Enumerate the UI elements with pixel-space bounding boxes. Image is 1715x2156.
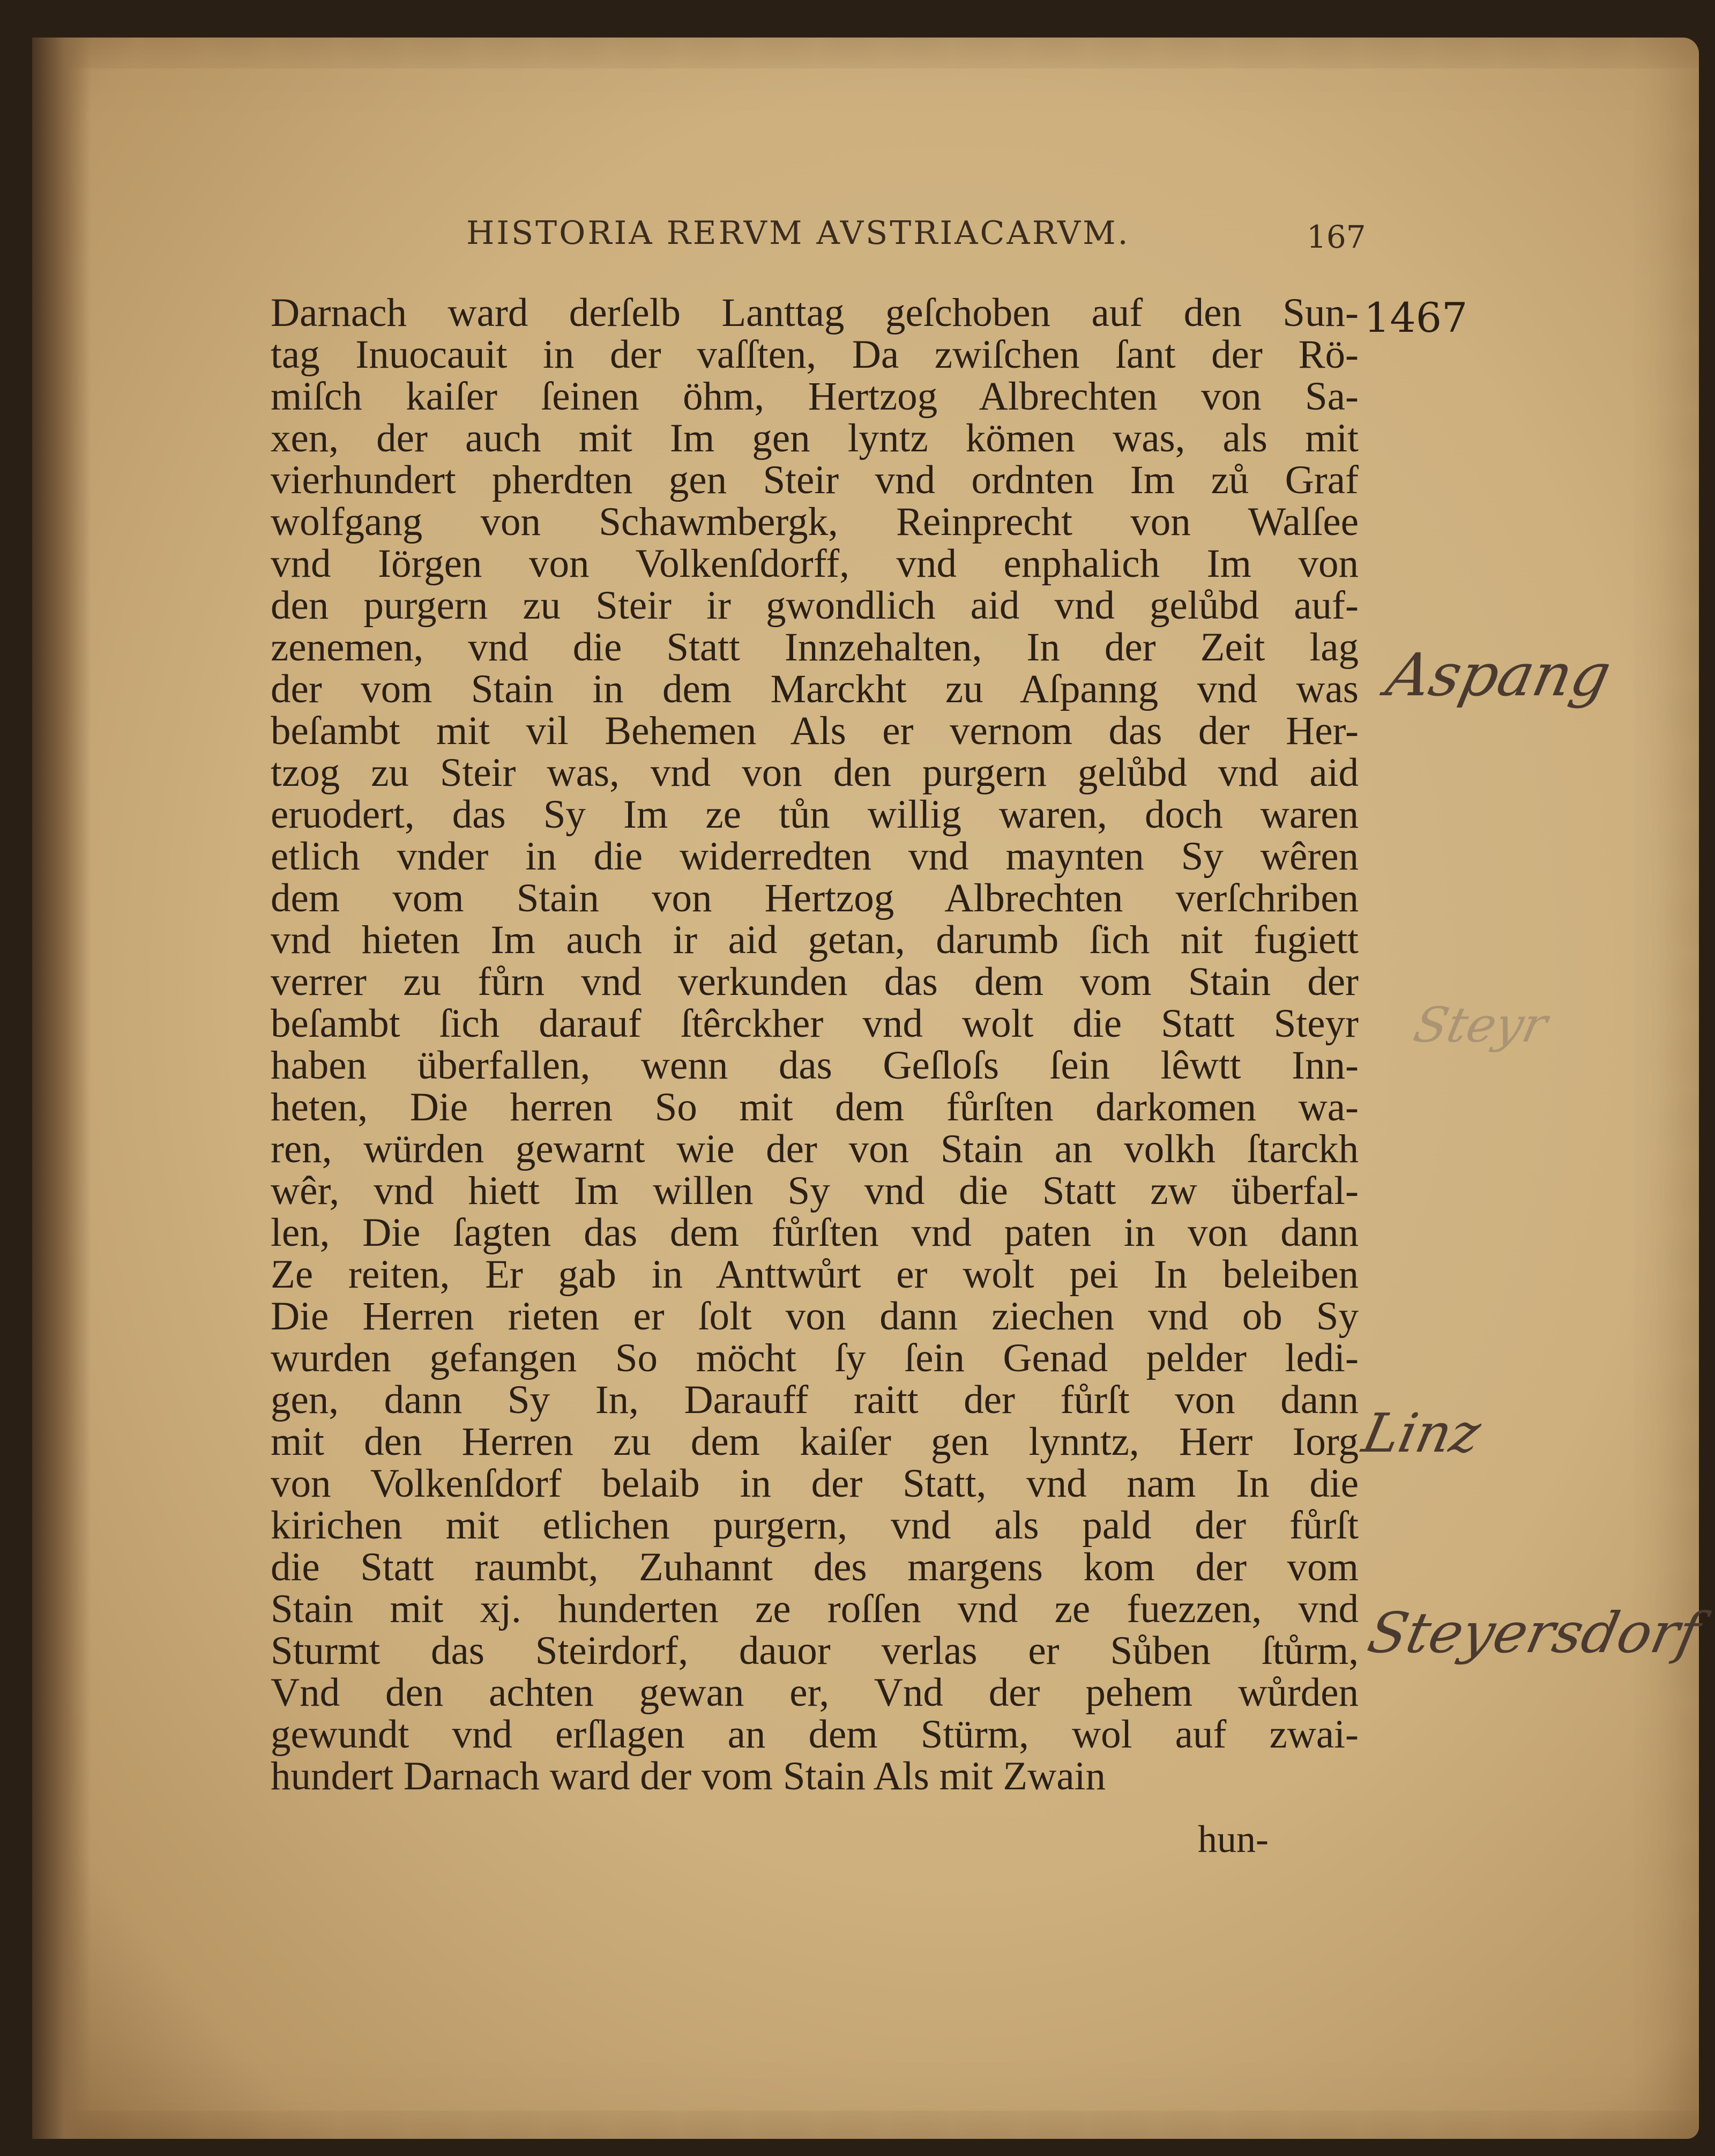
text-line: Darnach ward derſelb Lanttag geſchoben auf den Sun- [271, 291, 1359, 335]
text-line: wurden gefangen So möcht ſy ſein Genad pelder ledi- [271, 1336, 1359, 1380]
marginal-note-steyr: Steyr [1408, 997, 1553, 1053]
text-line: xen, der auch mit Im gen lyntz kömen was, als mit [271, 416, 1359, 460]
text-line: etlich vnder in die widerredten vnd maynten Sy wêren [271, 834, 1359, 879]
text-line: vnd hieten Im auch ir aid getan, darumb ſich nit fugiett [271, 918, 1359, 962]
text-line: Die Herren rieten er ſolt von dann ziechen vnd ob Sy [271, 1294, 1359, 1339]
text-line: den purgern zu Steir ir gwondlich aid vnd gelůbd auf- [271, 583, 1359, 628]
text-line: Ze reiten, Er gab in Anttwůrt er wolt pei In beleiben [271, 1252, 1359, 1297]
text-line: der vom Stain in dem Marckht zu Aſpanng vnd was [271, 667, 1359, 711]
text-line: vnd Iörgen von Volkenſdorff, vnd enphalich Im von [271, 541, 1359, 586]
text-line: Vnd den achten gewan er, Vnd der pehem wůrden [271, 1670, 1359, 1715]
text-line: wolfgang von Schawmbergk, Reinprecht von Walſee [271, 500, 1359, 544]
book-gutter [32, 38, 91, 2139]
running-title: HISTORIA RERVM AVSTRIACARVM. [466, 214, 1130, 252]
catchword: hun- [1198, 1818, 1269, 1861]
text-line: gen, dann Sy In, Darauff raitt der fůrſt von dann [271, 1378, 1359, 1422]
text-line: kirichen mit etlichen purgern, vnd als pald der fůrſt [271, 1503, 1359, 1548]
text-line: tag Inuocauit in der vaſſten, Da zwiſchen ſant der Rö- [271, 332, 1359, 377]
text-line: Sturmt das Steirdorf, dauor verlas er Sůben ſtůrm, [271, 1629, 1359, 1673]
marginal-note-steyersdorf: Steyersdorf [1362, 1600, 1706, 1666]
text-line: zenemen, vnd die Statt Innzehalten, In der Zeit lag [271, 625, 1359, 670]
text-line: die Statt raumbt, Zuhannt des margens kom der vom [271, 1545, 1359, 1589]
text-line: gewundt vnd erſlagen an dem Stürm, wol auf zwai- [271, 1712, 1359, 1757]
text-line: vierhundert pherdten gen Steir vnd ordnten Im zů Graf [271, 458, 1359, 502]
text-line: haben überfallen, wenn das Geſloſs ſein lêwtt Inn- [271, 1043, 1359, 1088]
text-line: Stain mit xj. hunderten ze roſſen vnd ze fuezzen, vnd [271, 1587, 1359, 1631]
text-line: verrer zu fůrn vnd verkunden das dem vom Stain der [271, 960, 1359, 1004]
body-text [271, 292, 1359, 1797]
text-line: eruodert, das Sy Im ze tůn willig waren, doch waren [271, 792, 1359, 837]
marginal-note-aspang: Aspang [1381, 641, 1617, 709]
text-line: miſch kaiſer ſeinen öhm, Hertzog Albrechten von Sa- [271, 374, 1359, 419]
text-line: dem vom Stain von Hertzog Albrechten verſchriben [271, 876, 1359, 920]
text-line: wêr, vnd hiett Im willen Sy vnd die Statt zw überfal- [271, 1169, 1359, 1213]
marginal-note-linz: Linz [1357, 1402, 1486, 1464]
page-number: 167 [1307, 219, 1366, 255]
text-line: hundert Darnach ward der vom Stain Als mit Zwain [271, 1754, 1106, 1798]
text-line: von Volkenſdorf belaib in der Statt, vnd nam In die [271, 1461, 1359, 1506]
margin-year: 1467 [1364, 294, 1468, 341]
text-line: len, Die ſagten das dem fůrſten vnd paten in von dann [271, 1210, 1359, 1255]
text-line: beſambt mit vil Behemen Als er vernom das der Her- [271, 709, 1359, 753]
text-line: mit den Herren zu dem kaiſer gen lynntz, Herr Iorg [271, 1419, 1359, 1464]
text-line: tzog zu Steir was, vnd von den purgern gelůbd vnd aid [271, 750, 1359, 795]
text-line: beſambt ſich darauf ſtêrckher vnd wolt die Statt Steyr [271, 1001, 1359, 1046]
text-line: heten, Die herren So mit dem fůrſten darkomen wa- [271, 1085, 1359, 1129]
text-line: ren, würden gewarnt wie der von Stain an volkh ſtarckh [271, 1127, 1359, 1171]
